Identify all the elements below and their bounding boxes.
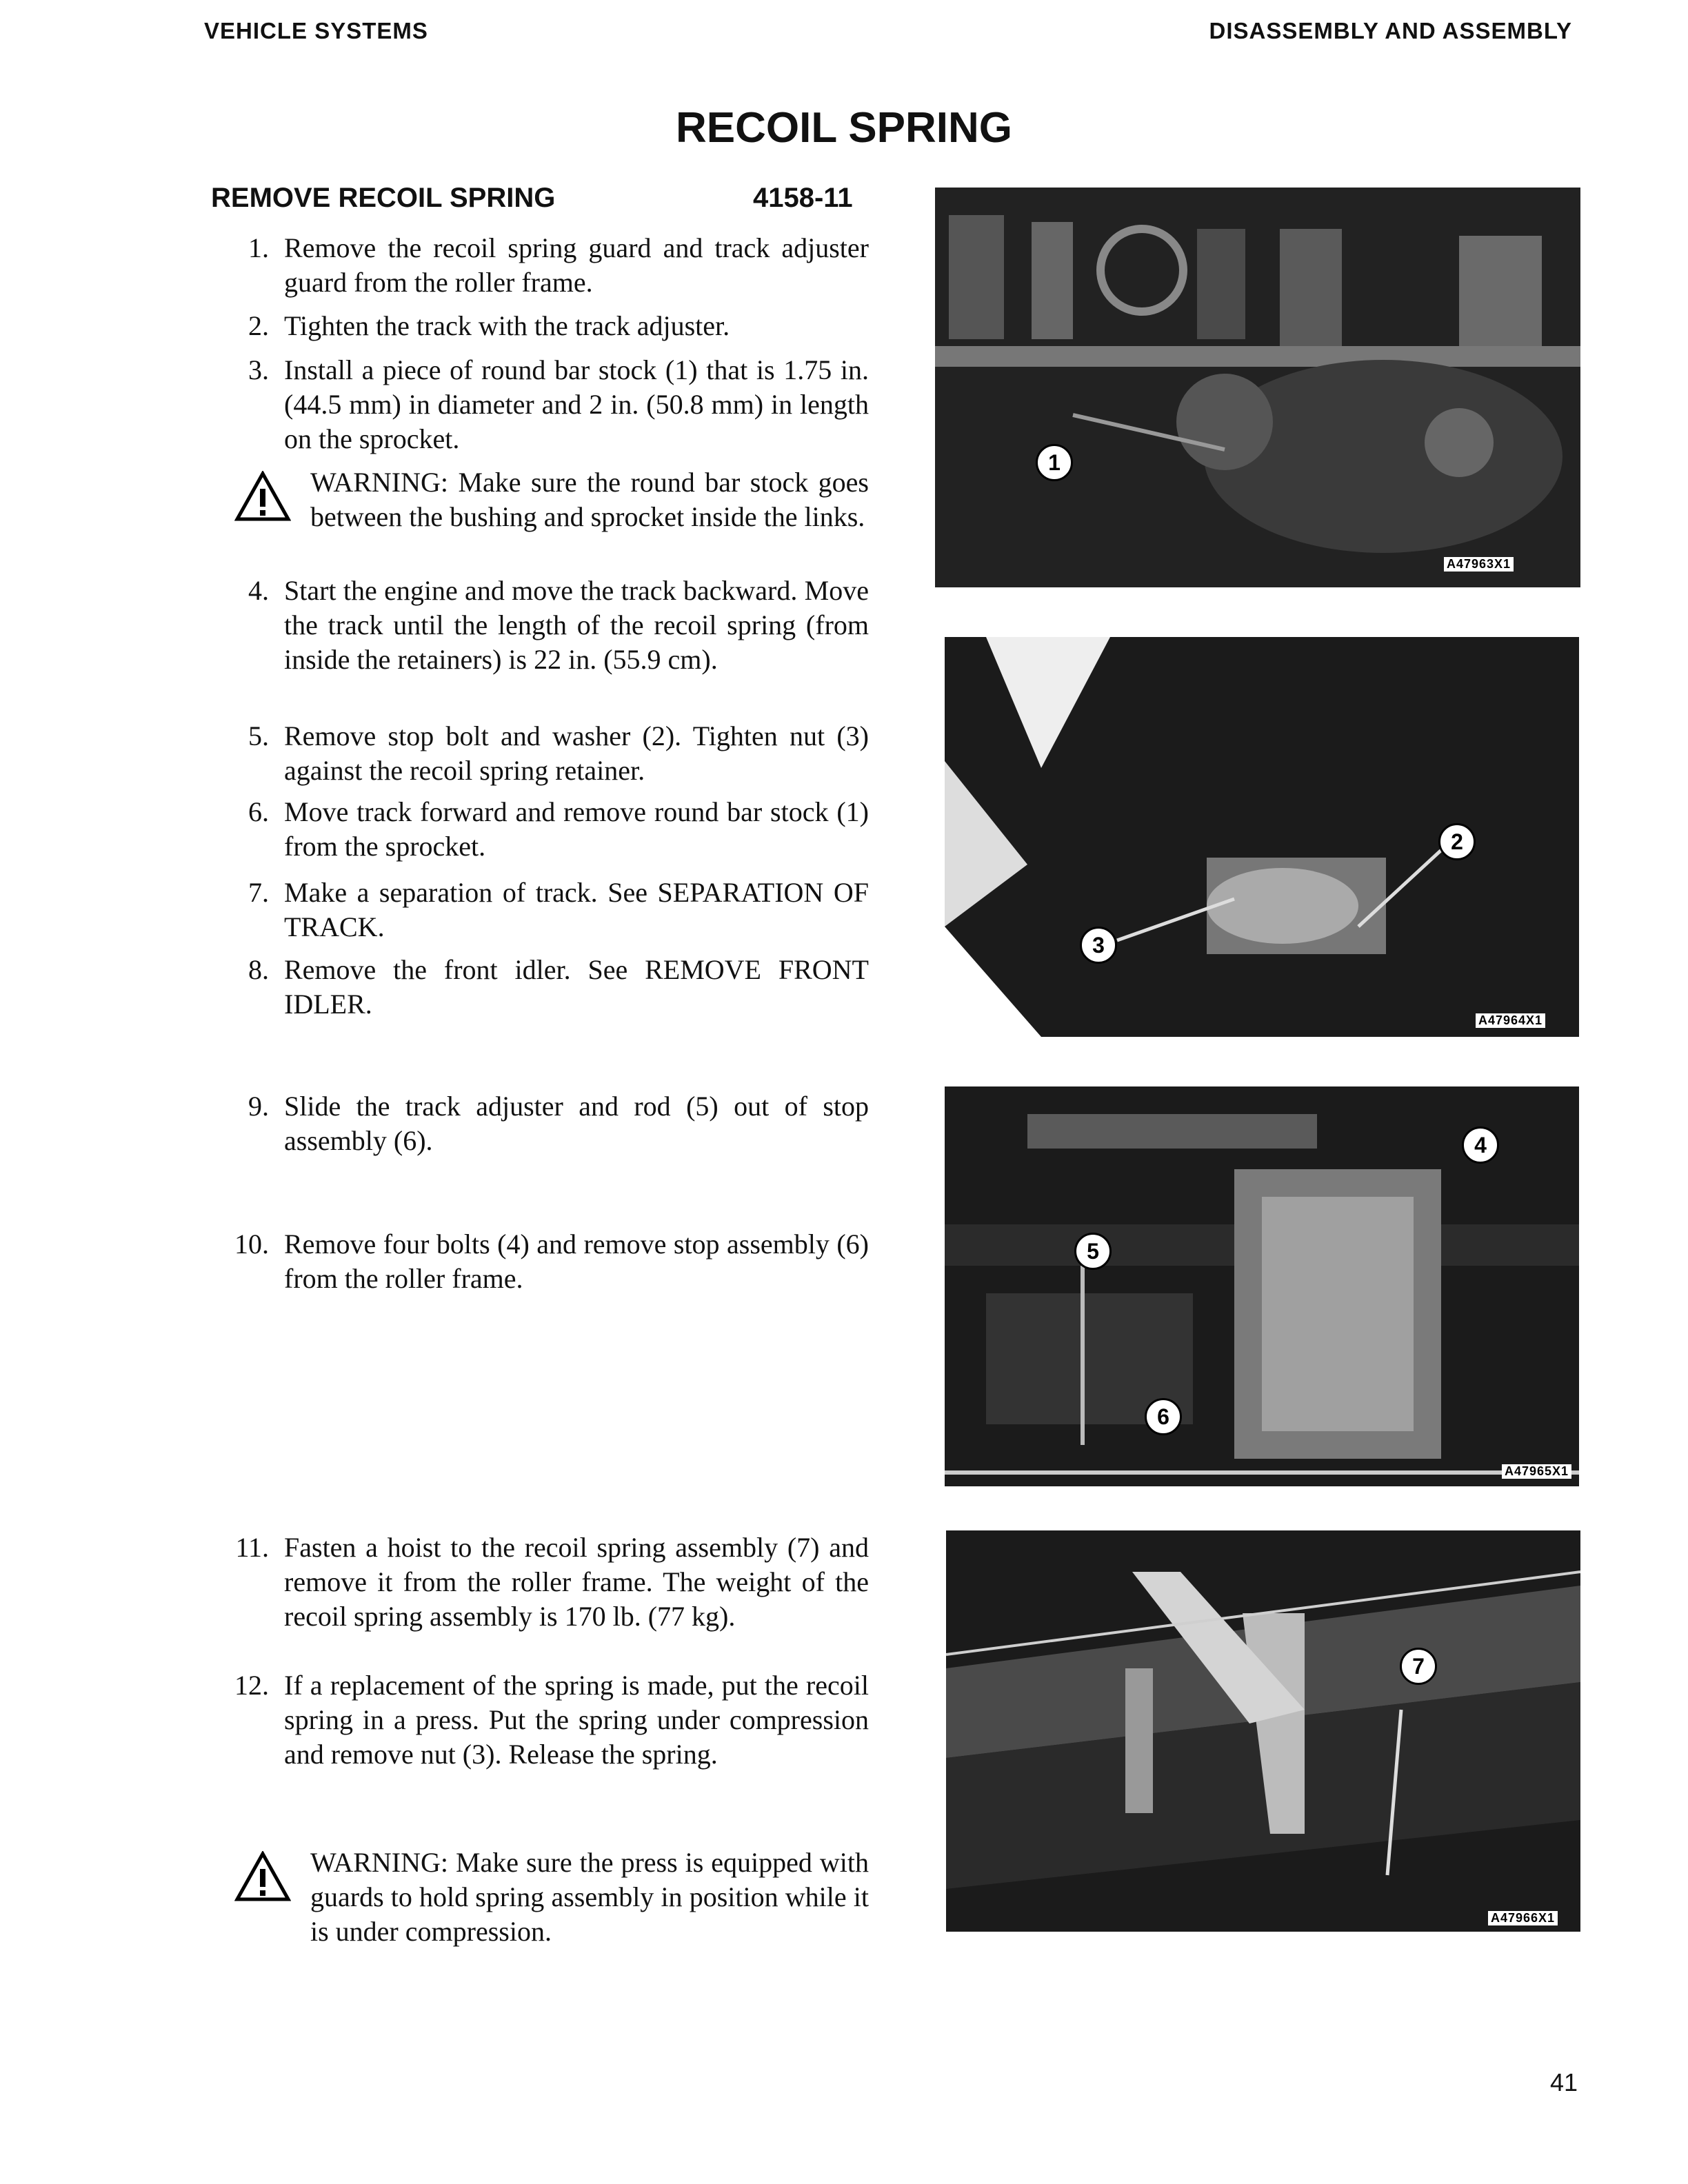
step-text: Start the engine and move the track backward. Move the track until the length of the recoil spring (from inside the retainers) is 22 in. (55.9 cm). bbox=[284, 575, 869, 675]
step-text: Remove stop bolt and washer (2). Tighten nut (3) against the recoil spring retainer. bbox=[284, 720, 869, 786]
callout-5: 5 bbox=[1074, 1233, 1112, 1270]
step-text: If a replacement of the spring is made, put the recoil spring in a press. Put the spring under compression and remove nut (3). Release the spring. bbox=[284, 1670, 869, 1770]
step-text: Tighten the track with the track adjuster. bbox=[284, 310, 730, 341]
step-number: 12. bbox=[234, 1670, 269, 1701]
step-number: 7. bbox=[248, 877, 269, 908]
step-text: Make a separation of track. See SEPARATION OF TRACK. bbox=[284, 877, 869, 942]
step-number: 10. bbox=[234, 1228, 269, 1260]
photo-stop-bolt-nut bbox=[945, 637, 1579, 1037]
running-header-right: DISASSEMBLY AND ASSEMBLY bbox=[1209, 18, 1572, 43]
page-title: RECOIL SPRING bbox=[675, 104, 1013, 152]
step-text: Slide the track adjuster and rod (5) out of stop assembly (6). bbox=[284, 1091, 869, 1156]
warning-text: WARNING: Make sure the press is equipped with guards to hold spring assembly in position while it is under compression. bbox=[310, 1847, 869, 1947]
step-number: 4. bbox=[248, 575, 269, 606]
warning-triangle-icon bbox=[234, 1851, 291, 1902]
step-number: 1. bbox=[248, 232, 269, 263]
photo-1-texture bbox=[935, 188, 1580, 587]
photo-sprocket-bar-stock bbox=[935, 188, 1580, 587]
callout-2: 2 bbox=[1438, 823, 1476, 860]
section-code: 4158-11 bbox=[753, 183, 853, 213]
step-number: 8. bbox=[248, 954, 269, 985]
step-text: Remove the recoil spring guard and track adjuster guard from the roller frame. bbox=[284, 232, 869, 298]
photo-recoil-spring-hoist bbox=[946, 1530, 1580, 1932]
step-number: 9. bbox=[248, 1091, 269, 1122]
step-number: 6. bbox=[248, 796, 269, 827]
page-number: 41 bbox=[1550, 2068, 1578, 2096]
step-number: 5. bbox=[248, 720, 269, 751]
step-number: 3. bbox=[248, 354, 269, 385]
step-text: Fasten a hoist to the recoil spring assembly (7) and remove it from the roller frame. The weight of the recoil spring assembly is 170 lb. (77 kg). bbox=[284, 1532, 869, 1632]
callout-3: 3 bbox=[1080, 927, 1117, 964]
step-text: Remove four bolts (4) and remove stop assembly (6) from the roller frame. bbox=[284, 1228, 869, 1294]
step-number: 11. bbox=[235, 1532, 269, 1563]
callout-6: 6 bbox=[1145, 1398, 1182, 1435]
callout-4: 4 bbox=[1462, 1126, 1499, 1164]
photo-id: A47963X1 bbox=[1444, 557, 1514, 572]
step-text: Remove the front idler. See REMOVE FRONT IDLER. bbox=[284, 954, 869, 1020]
photo-4-texture bbox=[946, 1530, 1580, 1932]
photo-id: A47966X1 bbox=[1488, 1911, 1558, 1925]
step-number: 2. bbox=[248, 310, 269, 341]
step-text: Move track forward and remove round bar stock (1) from the sprocket. bbox=[284, 796, 869, 862]
callout-7: 7 bbox=[1400, 1648, 1437, 1685]
step-text: Install a piece of round bar stock (1) that is 1.75 in. (44.5 mm) in diameter and 2 in. (50.8 mm) in length on the sprocket. bbox=[284, 354, 869, 454]
section-title: REMOVE RECOIL SPRING bbox=[211, 183, 556, 213]
photo-2-texture bbox=[945, 637, 1579, 1037]
photo-id: A47964X1 bbox=[1476, 1013, 1545, 1028]
callout-1: 1 bbox=[1036, 444, 1073, 481]
running-header-left: VEHICLE SYSTEMS bbox=[204, 18, 428, 43]
warning-text: WARNING: Make sure the round bar stock goes between the bushing and sprocket inside the links. bbox=[310, 467, 869, 532]
photo-stop-assembly bbox=[945, 1086, 1579, 1486]
photo-id: A47965X1 bbox=[1502, 1464, 1571, 1479]
warning-triangle-icon bbox=[234, 471, 291, 522]
